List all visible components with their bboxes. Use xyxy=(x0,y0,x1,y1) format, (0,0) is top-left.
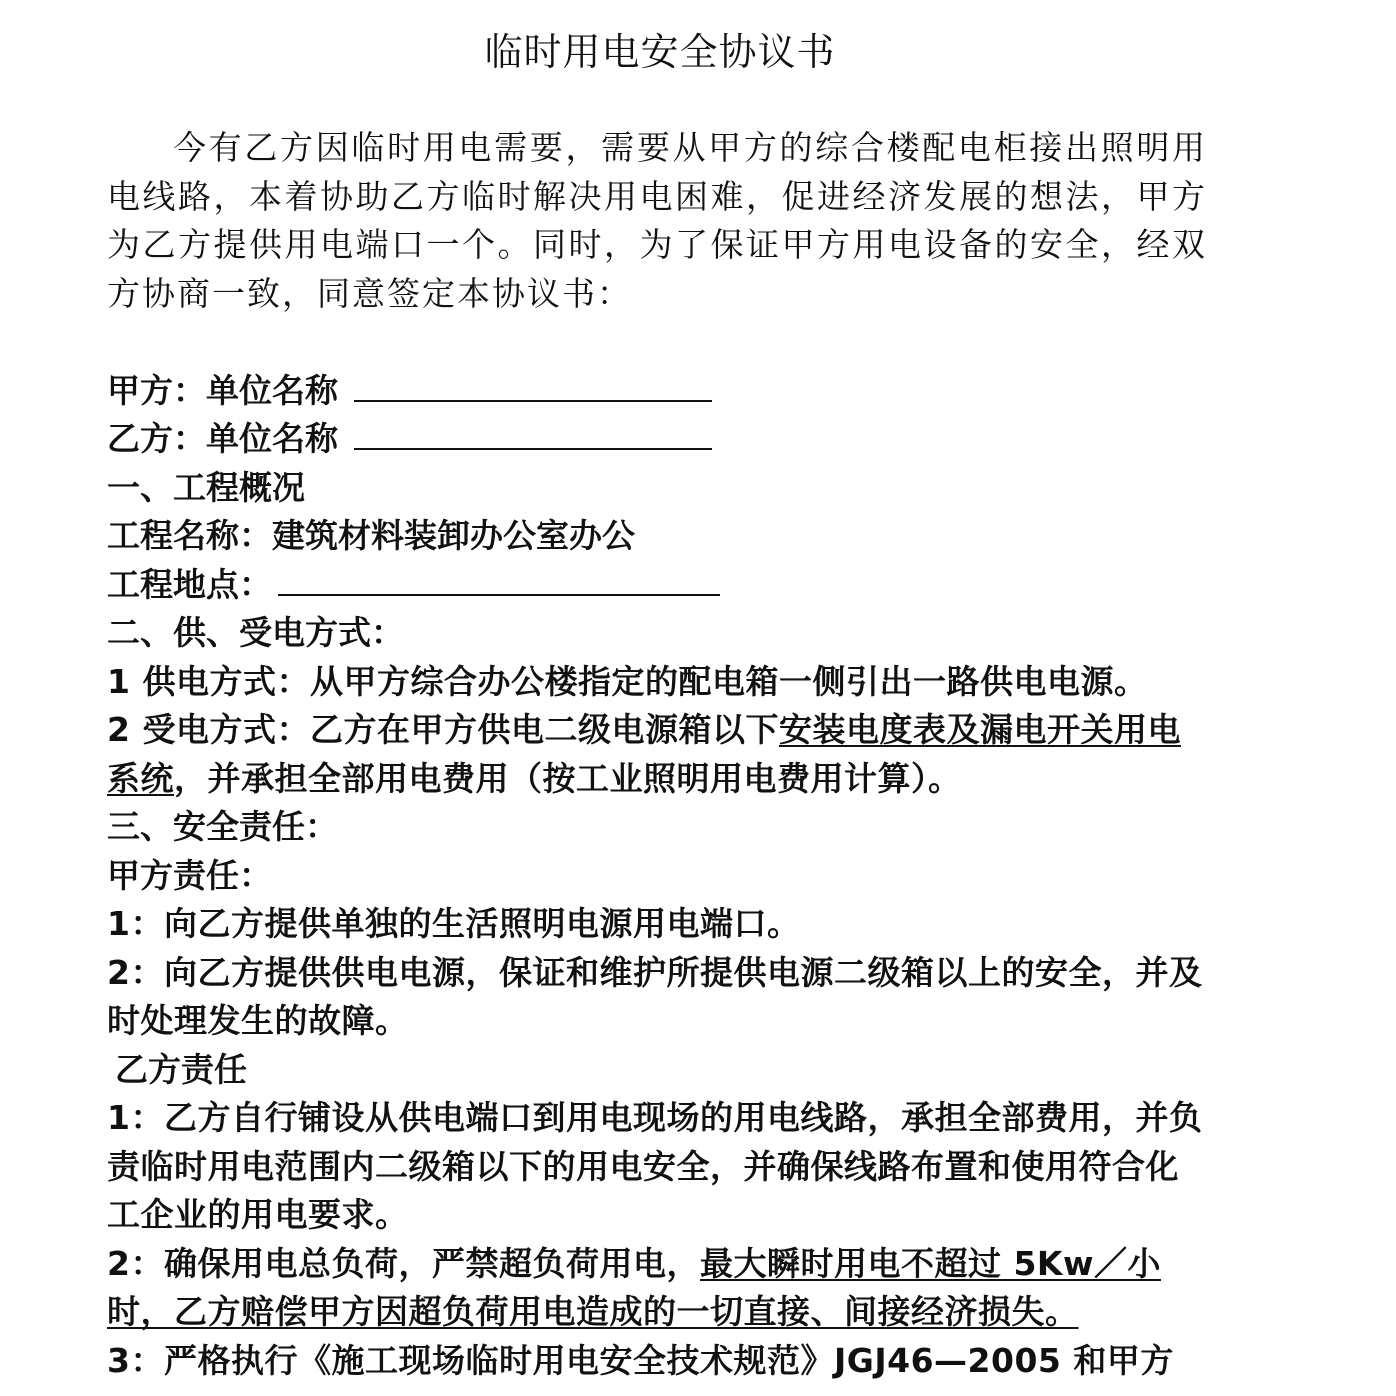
b-resp-1: 1：乙方自行铺设从供电端口到用电现场的用电线路，承担全部费用，并负责临时用电范围内二级箱以下的用电安全，并确保线路布置和使用符合化工企业的用电要求。 xyxy=(107,1098,1203,1234)
document-body xyxy=(107,124,1207,1385)
party-a-resp-title: 甲方责任： xyxy=(107,855,272,895)
b-resp-2-prefix: 2：确保用电总负荷，严禁超负荷用电， xyxy=(107,1243,700,1283)
a-resp-1: 1：向乙方提供单独的生活照明电源用电端口。 xyxy=(107,904,801,943)
a-resp-2: 2：向乙方提供供电电源，保证和维护所提供电源二级箱以上的安全，并及时处理发生的故障。 xyxy=(107,952,1203,1040)
b-resp-3-partial: 3：严格执行《施工现场临时用电安全技术规范》JGJ46—2005 和甲方 xyxy=(107,1340,1174,1380)
party-a-label: 甲方：单位名称 xyxy=(107,370,338,410)
supply-mode-text: 1 供电方式：从甲方综合办公楼指定的配电箱一侧引出一路供电电源。 xyxy=(107,661,1148,701)
party-a-line xyxy=(107,367,1207,416)
section-3-heading: 三、安全责任： xyxy=(107,807,338,846)
b-resp-2 xyxy=(107,1240,1207,1337)
section-2-heading: 二、供、受电方式： xyxy=(107,613,404,652)
project-location-label: 工程地点： xyxy=(107,564,272,604)
receive-mode-prefix: 2 受电方式：乙方在甲方供电二级电源箱以下 xyxy=(107,710,779,749)
party-b-line xyxy=(107,415,1207,464)
blank-line xyxy=(107,318,1207,367)
party-b-label: 乙方：单位名称 xyxy=(107,419,338,458)
party-b-resp-title: 乙方责任 xyxy=(115,1049,247,1089)
intro-paragraph: 今有乙方因临时用电需要，需要从甲方的综合楼配电柜接出照明用电线路，本着协助乙方临时解决用电困难，促进经济发展的想法，甲方为乙方提供用电端口一个。同时，为了保证甲方用电设备的安全，经双方协商一致，同意签定本协议书： xyxy=(107,128,1207,313)
receive-mode-suffix: ，并承担全部用电费用（按工业照明用电费用计算）。 xyxy=(174,758,962,798)
document-title: 临时用电安全协议书 xyxy=(484,30,836,74)
b-resp-2-underlined: 最大瞬时用电不超过 5Kw／小时，乙方赔偿甲方因超负荷用电造成的一切直接、间接经济损失。 xyxy=(107,1243,1161,1331)
project-name-line: 工程名称：建筑材料装卸办公室办公 xyxy=(107,516,635,555)
project-location-line xyxy=(107,561,1207,610)
receive-mode-underlined: 安装电度表及漏电开关用电系统 xyxy=(107,710,1181,798)
party-b-blank xyxy=(354,418,712,450)
project-location-blank xyxy=(278,564,720,596)
section-1-heading: 一、工程概况 xyxy=(107,467,305,507)
receive-mode-text xyxy=(107,706,1207,803)
party-a-blank xyxy=(354,370,712,402)
